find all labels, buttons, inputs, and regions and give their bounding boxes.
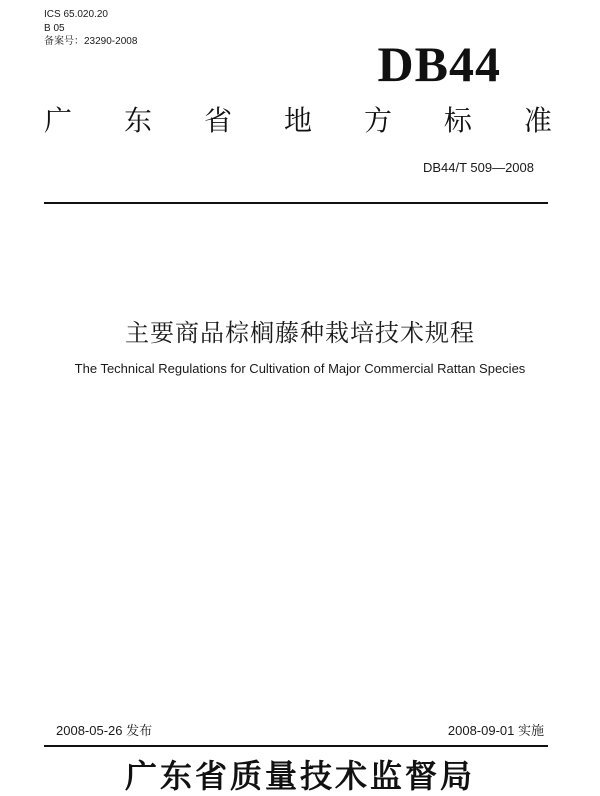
category-char: 广 [44,104,73,137]
document-title-english: The Technical Regulations for Cultivation of Major Commercial Rattan Species [74,361,526,376]
ics-code: ICS 65.020.20 [44,9,108,20]
issue-date: 2008-05-26 发布 [56,723,153,738]
bottom-divider [44,745,548,747]
issuing-authority: 广东省质量技术监督局 [124,757,475,795]
document-title-chinese: 主要商品棕榈藤种栽培技术规程 [125,319,475,347]
implementation-date: 2008-09-01 实施 [447,723,544,738]
category-char: 方 [363,104,392,137]
standard-number: DB44/T 509—2008 [422,160,534,175]
record-number: 备案号：23290-2008 [44,36,138,47]
category-char: 准 [523,104,552,137]
classification-code: B 05 [44,23,65,34]
standard-logo: DB44 [377,36,501,92]
standard-category [44,103,552,139]
category-char: 地 [283,104,312,137]
category-char: 省 [203,104,232,137]
category-char: 东 [123,104,152,137]
category-char: 标 [443,104,472,137]
top-divider [44,202,548,204]
